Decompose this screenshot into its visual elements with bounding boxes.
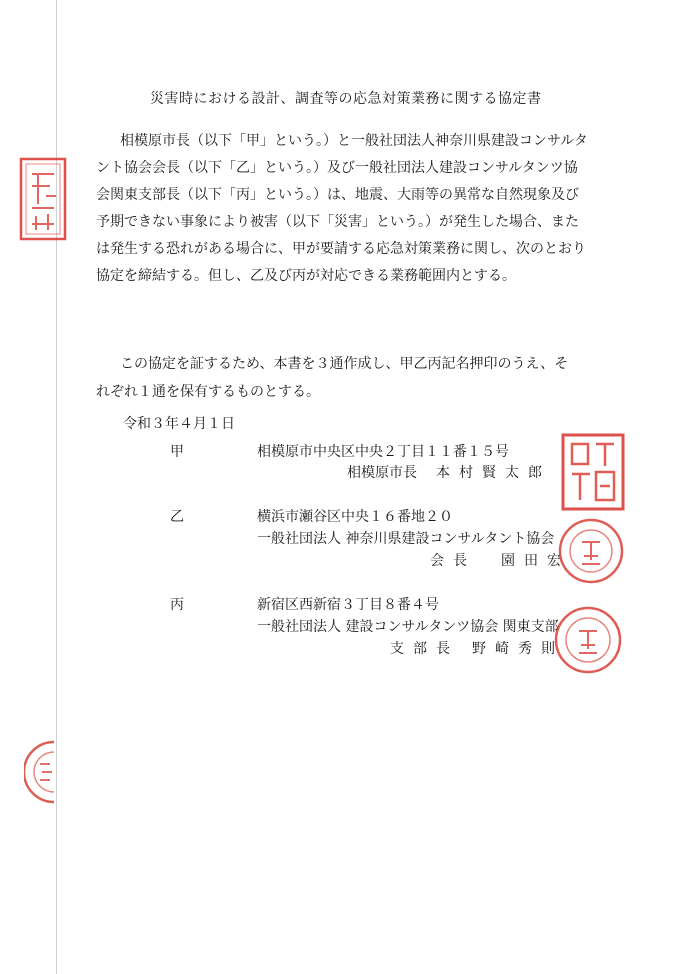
party-hei-name: 野崎秀則 bbox=[472, 641, 564, 657]
association-seal-1 bbox=[556, 516, 626, 586]
party-otsu-title: 会長 bbox=[430, 553, 476, 569]
document-title: 災害時における設計、調査等の応急対策業務に関する協定書 bbox=[150, 91, 542, 107]
party-hei-label: 丙 bbox=[170, 597, 184, 613]
association-seal-2 bbox=[552, 604, 624, 676]
agreement-date: 令和３年４月１日 bbox=[123, 416, 235, 432]
party-kou-name: 本村賢太郎 bbox=[436, 465, 551, 481]
mayor-seal bbox=[560, 432, 626, 512]
party-hei-address: 新宿区西新宿３丁目８番４号 bbox=[257, 597, 439, 613]
body-line: ント協会会長（以下「乙」という。）及び一般社団法人建設コンサルタンツ協 bbox=[96, 160, 578, 176]
body-line: 予期できない事象により被害（以下「災害」という。）が発生した場合、また bbox=[96, 214, 579, 230]
body-line: は発生する恐れがある場合に、甲が要請する応急対策業務に関し、次のとおり bbox=[96, 241, 586, 257]
party-kou-address: 相模原市中央区中央２丁目１１番１５号 bbox=[257, 444, 509, 460]
party-kou-title: 相模原市長 bbox=[347, 465, 417, 481]
party-otsu-org: 一般社団法人 神奈川県建設コンサルタント協会 bbox=[257, 531, 555, 547]
party-otsu-address: 横浜市瀬谷区中央１６番地２０ bbox=[257, 509, 453, 525]
binding-margin-line bbox=[56, 0, 57, 974]
party-otsu-name: 園田宏 bbox=[501, 553, 570, 569]
closing-line: この協定を証するため、本書を３通作成し、甲乙丙記名押印のうえ、そ bbox=[120, 356, 569, 372]
party-hei-org: 一般社団法人 建設コンサルタンツ協会 関東支部 bbox=[257, 619, 559, 635]
party-otsu-label: 乙 bbox=[170, 509, 184, 525]
margin-seal-top bbox=[18, 156, 68, 242]
body-line: 協定を締結する。但し、乙及び丙が対応できる業務範囲内とする。 bbox=[96, 268, 516, 284]
body-line: 会関東支部長（以下「丙」という。）は、地震、大雨等の異常な自然現象及び bbox=[96, 187, 579, 203]
body-line: 相模原市長（以下「甲」という。）と一般社団法人神奈川県建設コンサルタ bbox=[120, 133, 588, 149]
agreement-body bbox=[96, 128, 636, 290]
party-hei-title: 支部長 bbox=[390, 641, 459, 657]
party-kou-label: 甲 bbox=[170, 444, 184, 460]
margin-seal-bottom bbox=[24, 738, 58, 806]
closing-statement bbox=[96, 350, 568, 406]
closing-line: れぞれ１通を保有するものとする。 bbox=[96, 384, 320, 400]
